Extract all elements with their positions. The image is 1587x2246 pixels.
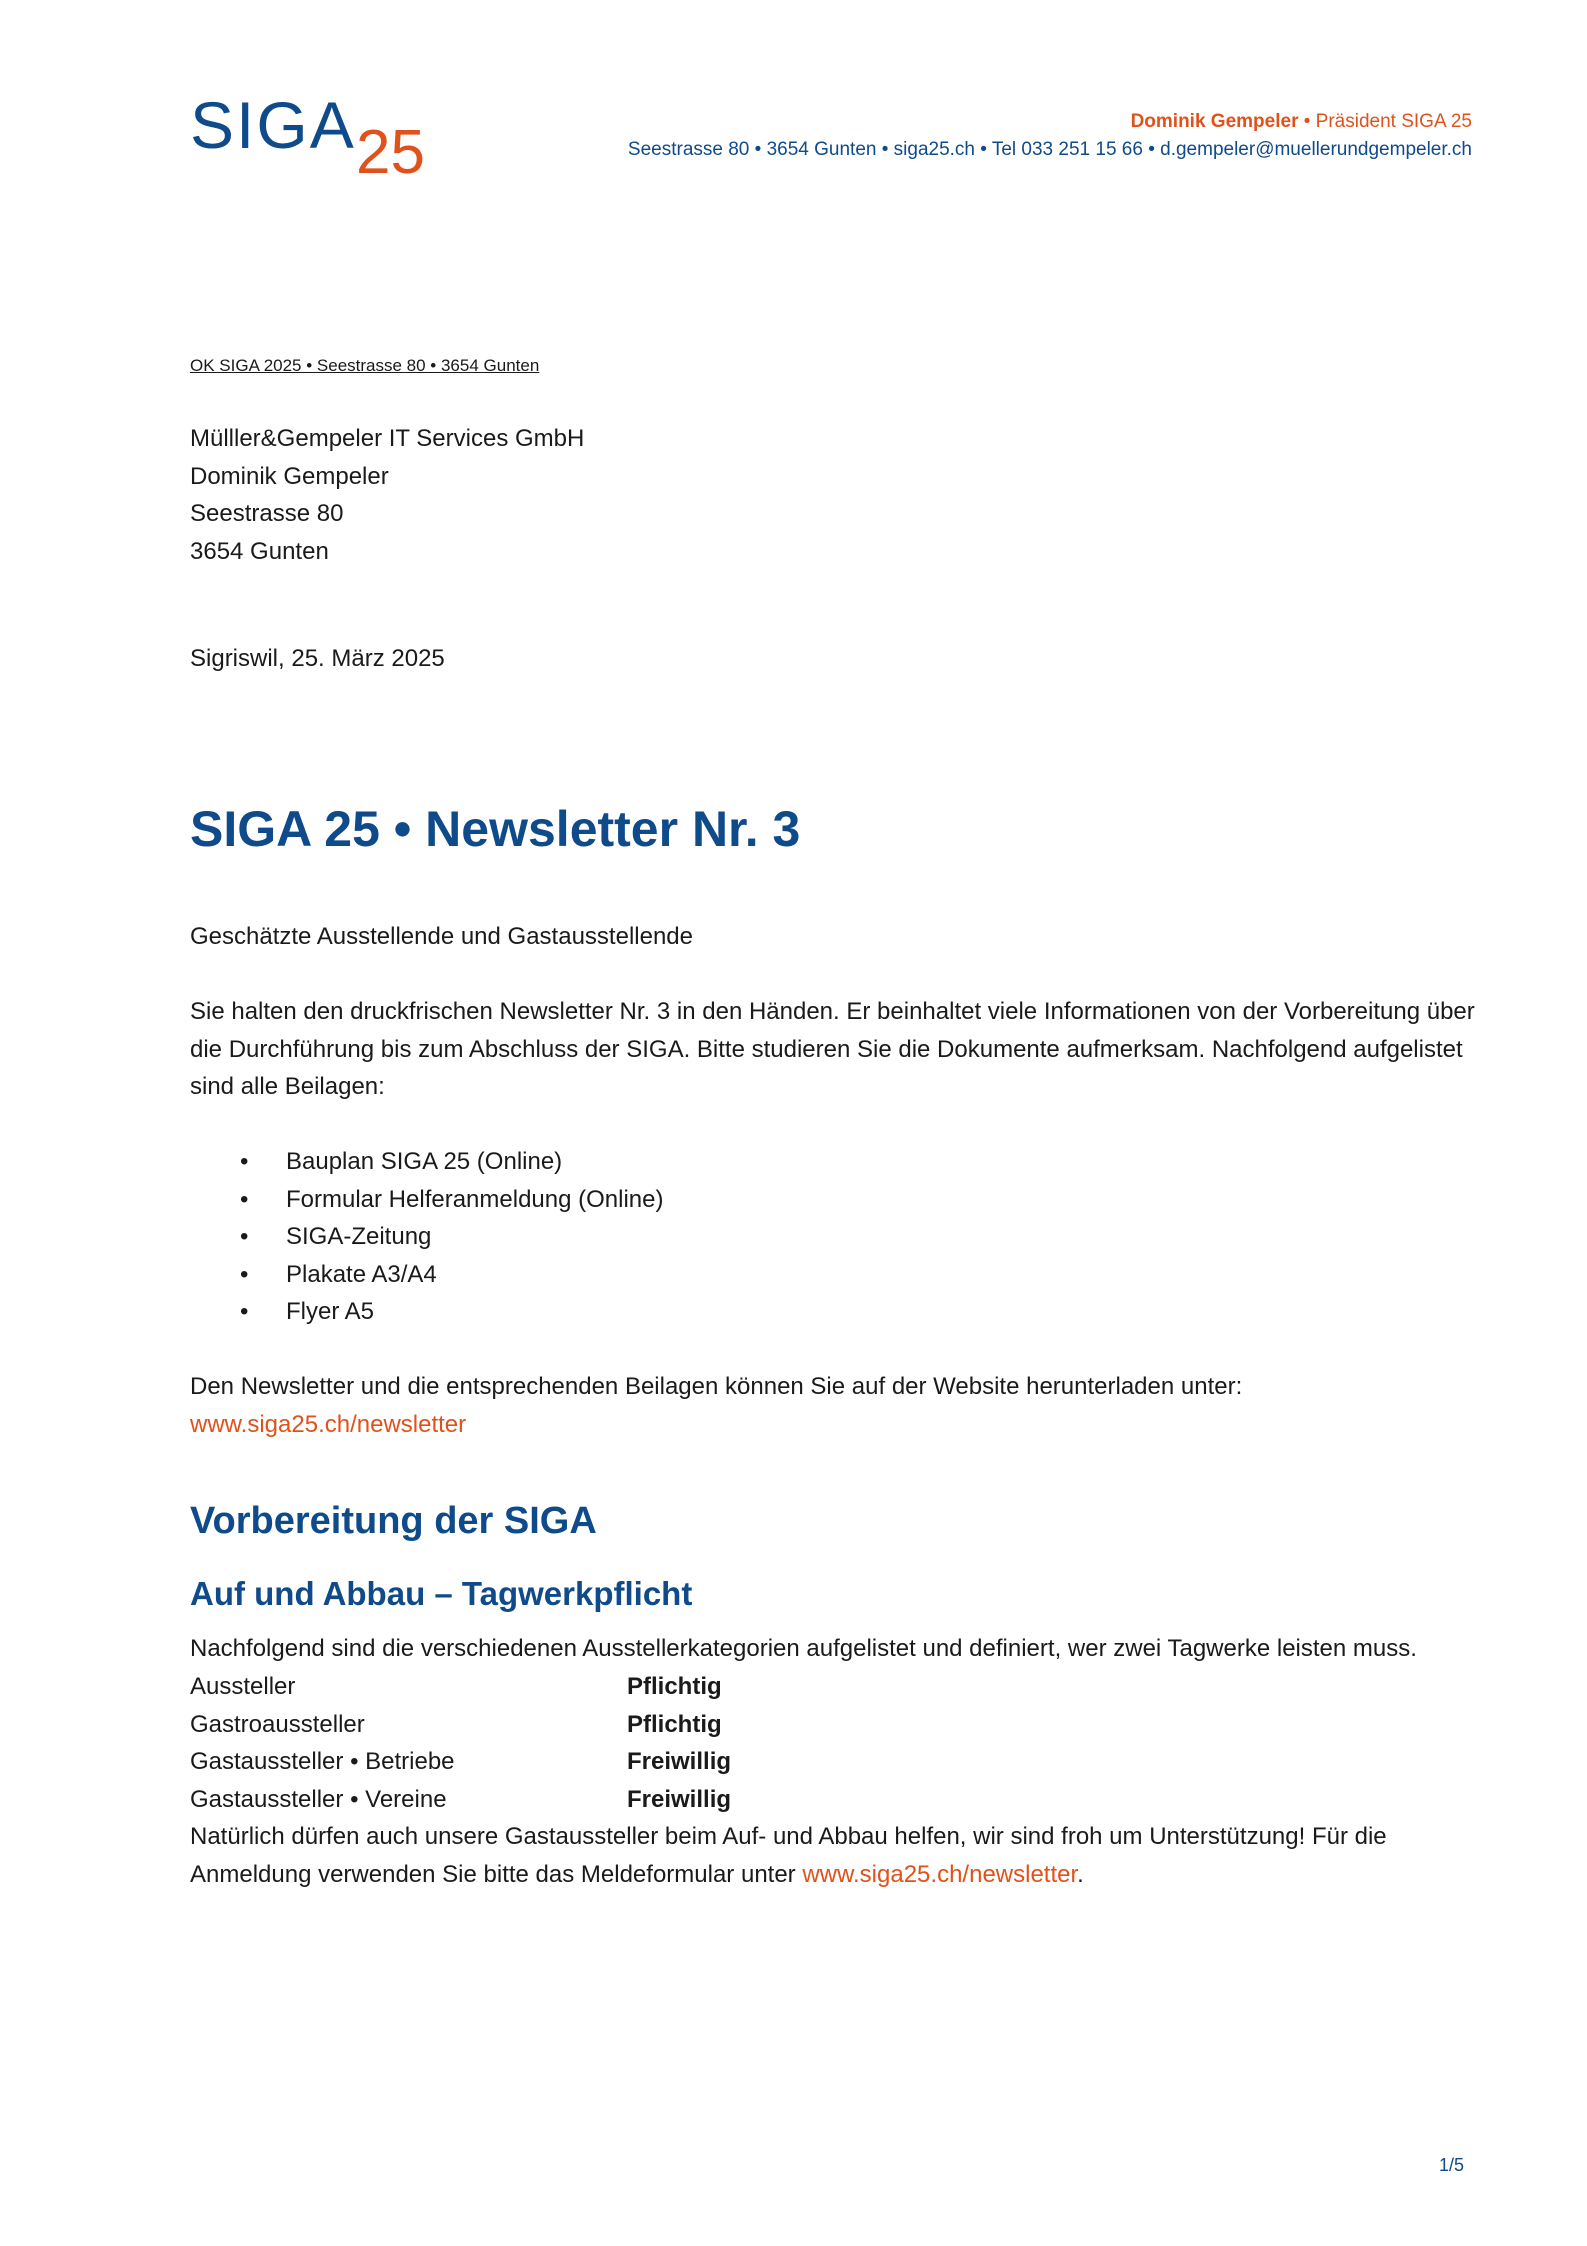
return-address: OK SIGA 2025 • Seestrasse 80 • 3654 Gunten bbox=[190, 356, 540, 375]
note-text: Natürlich dürfen auch unsere Gastaussteller beim Auf- und Abbau helfen, wir sind froh um Unterstützung! Für die Anmeldung verwenden Sie bitte das Meldeformular unter bbox=[190, 1823, 1387, 1888]
greeting: Geschätzte Ausstellende und Gastausstellende bbox=[190, 923, 693, 950]
recipient-city: 3654 Gunten bbox=[190, 537, 329, 565]
recipient-company: Mülller&Gempeler IT Services GmbH bbox=[190, 425, 585, 452]
logo-number: 25 bbox=[356, 118, 425, 187]
category-name: Gastroaussteller bbox=[190, 1710, 365, 1738]
list-item bbox=[240, 1256, 663, 1294]
bullet-icon: • bbox=[240, 1148, 249, 1175]
bullet-icon: • bbox=[240, 1298, 249, 1325]
table-row bbox=[190, 1668, 731, 1706]
download-paragraph bbox=[190, 1368, 1480, 1443]
section-heading: Vorbereitung der SIGA bbox=[190, 1500, 597, 1542]
table-row bbox=[190, 1781, 731, 1819]
category-status: Pflichtig bbox=[627, 1710, 722, 1738]
categories-intro: Nachfolgend sind die verschiedenen Ausstellerkategorien aufgelistet und definiert, wer zwei Tagwerke leisten muss. bbox=[190, 1635, 1417, 1662]
sender-name: Dominik Gempeler bbox=[1130, 111, 1299, 132]
recipient-street: Seestrasse 80 bbox=[190, 500, 344, 527]
recipient-person: Dominik Gempeler bbox=[190, 462, 389, 490]
list-item bbox=[240, 1181, 663, 1219]
bullet-icon: • bbox=[240, 1185, 249, 1213]
attachment-label: Flyer A5 bbox=[286, 1298, 375, 1325]
logo-text: SIGA bbox=[190, 88, 356, 162]
list-item bbox=[240, 1143, 663, 1181]
page-number: 1/5 bbox=[1438, 2155, 1464, 2175]
contact-details: Seestrasse 80 • 3654 Gunten • siga25.ch • Tel 033 251 15 66 • d.gempeler@muellerundgempeler.ch bbox=[627, 139, 1472, 160]
volunteer-note bbox=[190, 1818, 1480, 1893]
subsection-heading: Auf und Abbau – Tagwerkpflicht bbox=[190, 1575, 693, 1612]
category-name: Aussteller bbox=[190, 1673, 296, 1700]
note-end: . bbox=[1077, 1860, 1084, 1888]
attachment-label: Formular Helferanmeldung (Online) bbox=[286, 1185, 664, 1213]
table-row bbox=[190, 1706, 731, 1744]
bullet-icon: • bbox=[240, 1260, 249, 1288]
bullet-icon: • bbox=[240, 1223, 249, 1250]
category-name: Gastaussteller • Vereine bbox=[190, 1785, 447, 1813]
letter-date: Sigriswil, 25. März 2025 bbox=[190, 645, 445, 672]
newsletter-link[interactable]: www.siga25.ch/newsletter bbox=[190, 1410, 467, 1438]
newsletter-title: SIGA 25 • Newsletter Nr. 3 bbox=[190, 801, 801, 857]
registration-link[interactable]: www.siga25.ch/newsletter bbox=[802, 1860, 1078, 1888]
category-status: Pflichtig bbox=[627, 1673, 722, 1700]
category-name: Gastaussteller • Betriebe bbox=[190, 1748, 455, 1775]
siga25-logo bbox=[190, 88, 450, 187]
attachment-label: SIGA-Zeitung bbox=[286, 1223, 432, 1250]
letterhead-sender bbox=[628, 108, 1472, 136]
attachments-list bbox=[240, 1143, 663, 1331]
list-item bbox=[240, 1293, 663, 1331]
intro-paragraph: Sie halten den druckfrischen Newsletter Nr. 3 in den Händen. Er beinhaltet viele Informationen von der Vorbereitung über die Durchführung bis zum Abschluss der SIGA. Bitte studieren Sie die Dokumente aufmerksam. Nachfolgend aufgelistet sind alle Beilagen: bbox=[190, 998, 1475, 1100]
download-text: Den Newsletter und die entsprechenden Beilagen können Sie auf der Website herunterladen unter: bbox=[190, 1373, 1243, 1400]
exhibitor-categories-table bbox=[190, 1668, 731, 1818]
sender-role: • Präsident SIGA 25 bbox=[1298, 111, 1472, 132]
recipient-address bbox=[190, 420, 584, 570]
category-status: Freiwillig bbox=[627, 1785, 732, 1813]
category-status: Freiwillig bbox=[627, 1748, 732, 1775]
letterhead-contact bbox=[628, 108, 1472, 164]
table-row bbox=[190, 1743, 731, 1781]
list-item bbox=[240, 1218, 663, 1256]
attachment-label: Plakate A3/A4 bbox=[286, 1260, 437, 1288]
attachment-label: Bauplan SIGA 25 (Online) bbox=[286, 1148, 563, 1175]
